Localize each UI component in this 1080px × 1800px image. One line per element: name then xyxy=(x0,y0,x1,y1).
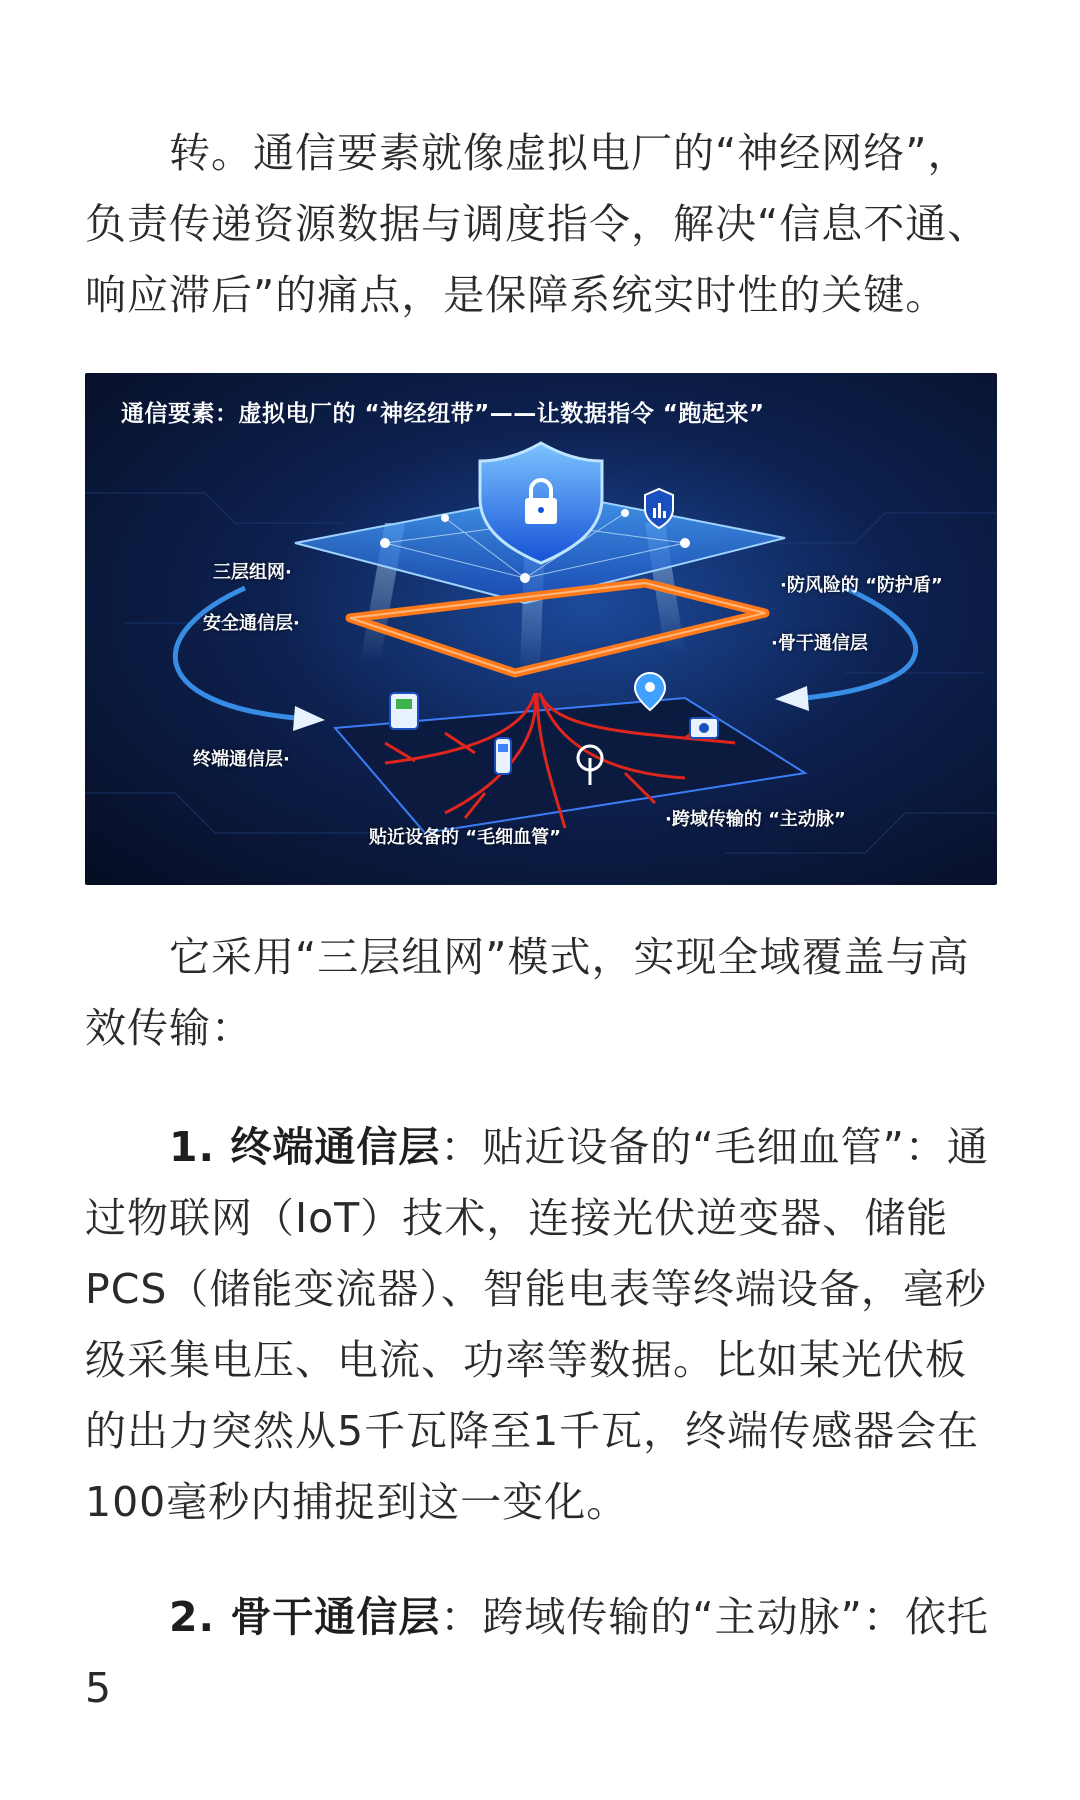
arrow-left-icon xyxy=(293,706,325,731)
meter-icon xyxy=(390,693,418,729)
paragraph-intro: 转。通信要素就像虚拟电厂的“神经网络”，负责传递资源数据与调度指令，解决“信息不通、响应滞后”的痛点，是保障系统实时性的关键。 xyxy=(85,129,990,319)
remote-icon xyxy=(495,738,511,774)
figure-title: 通信要素：虚拟电厂的 “神经纽带”——让数据指令 “跑起来” xyxy=(121,401,765,427)
label-secure-layer: 安全通信层· xyxy=(203,613,300,634)
label-backbone-layer: ·骨干通信层 xyxy=(771,633,868,654)
arrow-right-icon xyxy=(775,686,809,711)
terminal-layer-text: ：贴近设备的“毛细血管”：通过物联网（IoT）技术，连接光伏逆变器、储能PCS（储能变流器）、智能电表等终端设备，毫秒级采集电压、电流、功率等数据。比如某光伏板的出力突然从5千瓦降至1千瓦，终端传感器会在100毫秒内捕捉到这一变化。 xyxy=(85,1123,989,1526)
label-terminal-layer: 终端通信层· xyxy=(193,749,290,770)
paragraph-terminal-layer xyxy=(85,1112,997,1538)
camera-icon xyxy=(690,718,718,738)
heading-backbone-layer: 2. 骨干通信层 xyxy=(169,1593,441,1641)
label-three-layer: 三层组网· xyxy=(213,562,292,583)
label-capillary: 贴近设备的 “毛细血管” xyxy=(369,827,561,848)
paragraph-three-layer: 它采用“三层组网”模式，实现全域覆盖与高效传输： xyxy=(85,933,970,1052)
label-protect: ·防风险的 “防护盾” xyxy=(780,575,943,596)
backbone-layer-text: ：跨域传输的“主动脉”：依托5 xyxy=(85,1593,989,1712)
paragraph-backbone-layer xyxy=(85,1582,997,1724)
swirl-left xyxy=(175,588,295,718)
illustration-communication-layers xyxy=(85,373,997,885)
label-artery: ·跨域传输的 “主动脉” xyxy=(665,809,846,830)
heading-terminal-layer: 1. 终端通信层 xyxy=(169,1123,441,1171)
